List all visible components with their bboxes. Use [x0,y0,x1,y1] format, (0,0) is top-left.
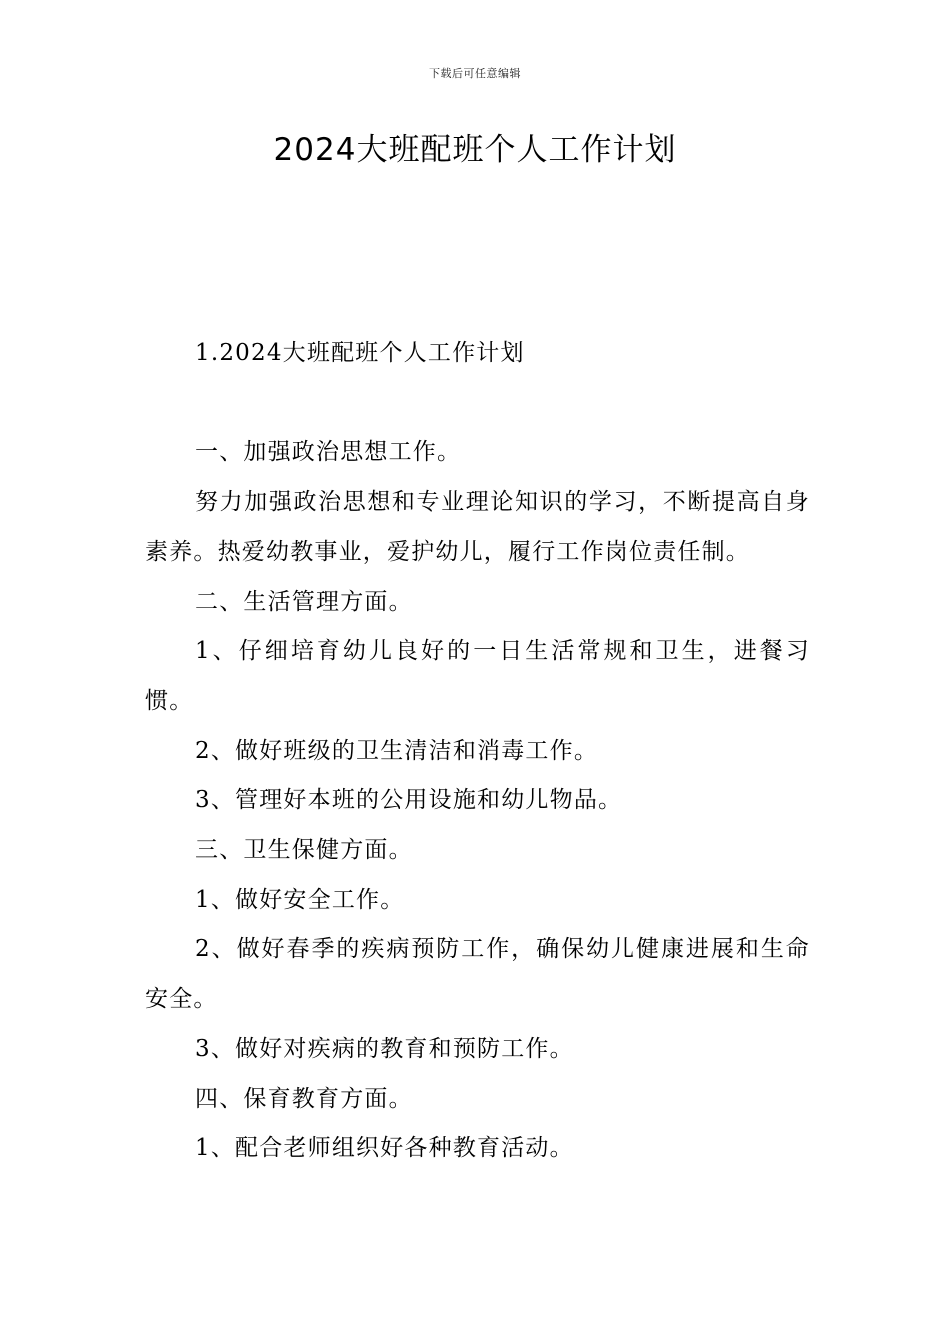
list-item-disease-prevention: 2、做好春季的疾病预防工作，确保幼儿健康进展和生命安全。 [145,936,810,1013]
heading-life-management: 二、生活管理方面。 [195,588,413,615]
heading-political-work: 一、加强政治思想工作。 [195,439,462,466]
list-item-facilities: 3、管理好本班的公用设施和幼儿物品。 [195,787,623,814]
section-subtitle: 1.2024大班配班个人工作计划 [195,340,525,366]
list-item-safety: 1、做好安全工作。 [195,886,405,913]
list-item-cleaning: 2、做好班级的卫生清洁和消毒工作。 [195,737,599,764]
header-note: 下载后可任意编辑 [429,67,521,80]
list-item-daily-routine: 1、仔细培育幼儿良好的一日生活常规和卫生，进餐习惯。 [145,638,810,714]
document-title: 2024大班配班个人工作计划 [273,132,677,168]
document-body [145,329,810,1174]
heading-health-care: 三、卫生保健方面。 [195,837,413,864]
list-item-activities: 1、配合老师组织好各种教育活动。 [195,1135,574,1162]
list-item-disease-education: 3、做好对疾病的教育和预防工作。 [195,1035,574,1062]
paragraph-political-study: 努力加强政治思想和专业理论知识的学习，不断提高自身素养。热爱幼教事业，爱护幼儿，履行工作岗位责任制。 [145,489,810,565]
heading-care-education: 四、保育教育方面。 [195,1085,413,1112]
